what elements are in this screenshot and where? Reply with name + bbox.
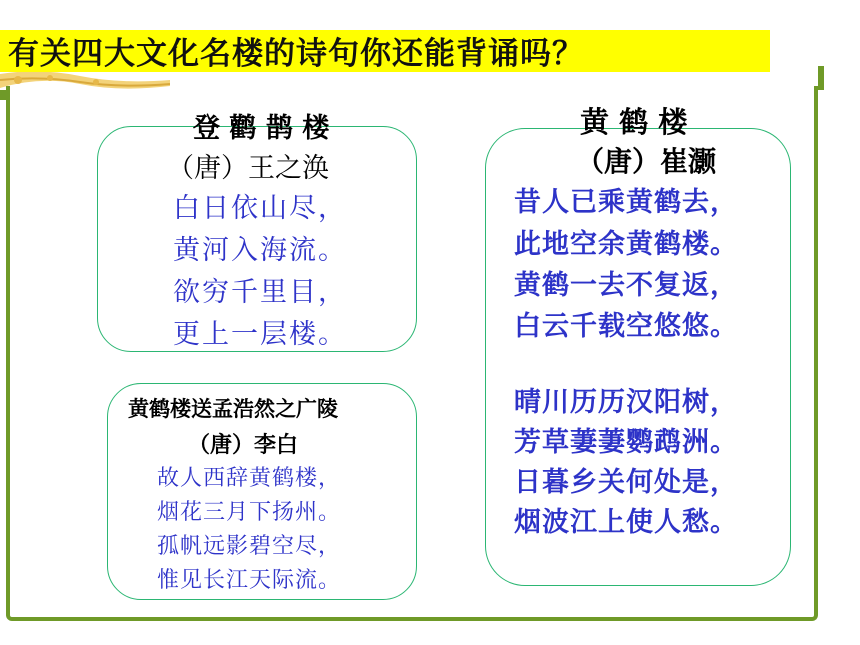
poem-line: 此地空余黄鹤楼。 — [514, 229, 738, 260]
poem-line: 晴川历历汉阳树， — [514, 387, 738, 418]
poem-line: 欲穷千里目， — [173, 277, 347, 308]
poem-line: 黄河入海流。 — [173, 235, 347, 266]
poem-author: （唐）王之涣 — [167, 153, 329, 184]
poem-author: （唐）崔灏 — [576, 145, 717, 178]
poem-line: 孤帆远影碧空尽， — [157, 534, 342, 559]
poem-author: （唐）李白 — [188, 433, 299, 458]
poem-line: 日暮乡关何处是， — [514, 467, 738, 498]
poem-line: 昔人已乘黄鹤去， — [514, 187, 738, 218]
poem-line: 白日依山尽， — [173, 193, 347, 224]
poem-title: 登 鹳 鹊 楼 — [193, 113, 330, 144]
poem-title: 黄 鹤 楼 — [580, 105, 688, 139]
poem-line: 芳草萋萋鹦鹉洲。 — [514, 427, 738, 458]
poem-line: 烟波江上使人愁。 — [514, 507, 738, 538]
poem-line: 黄鹤一去不复返， — [514, 270, 738, 301]
poem-line: 更上一层楼。 — [173, 319, 347, 350]
poem-line: 故人西辞黄鹤楼， — [157, 466, 342, 491]
frame-corner — [818, 66, 824, 90]
poem-line: 白云千载空悠悠。 — [514, 311, 738, 342]
poem-title: 黄鹤楼送孟浩然之广陵 — [128, 397, 338, 421]
poem-line: 惟见长江天际流。 — [157, 568, 342, 593]
poem-line: 烟花三月下扬州。 — [157, 500, 342, 525]
page-title: 有关四大文化名楼的诗句你还能背诵吗？ — [8, 36, 584, 72]
